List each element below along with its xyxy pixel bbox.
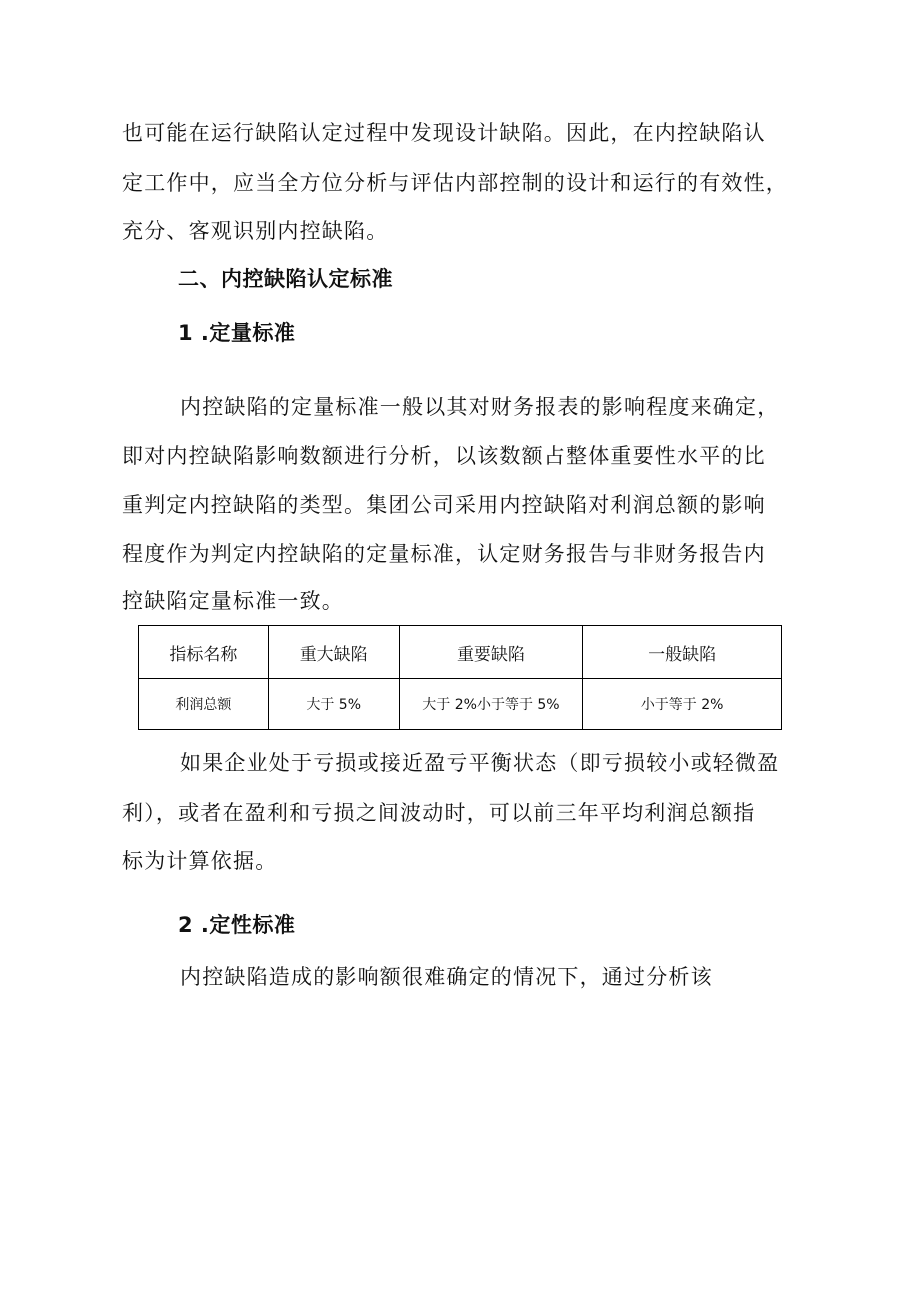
paragraph-3-line-1: 如果企业处于亏损或接近盈亏平衡状态（即亏损较小或轻微盈 xyxy=(180,751,780,775)
paragraph-3-line-2: 利），或者在盈利和亏损之间波动时，可以前三年平均利润总额指 xyxy=(122,801,756,825)
paragraph-2-line-2: 即对内控缺陷影响数额进行分析，以该数额占整体重要性水平的比 xyxy=(122,444,766,468)
paragraph-2-line-3: 重判定内控缺陷的类型。集团公司采用内控缺陷对利润总额的影响 xyxy=(122,493,766,517)
table-header-row xyxy=(139,626,782,679)
table-cell: 大于 5% xyxy=(268,679,399,730)
paragraph-4-line-1: 内控缺陷造成的影响额很难确定的情况下，通过分析该 xyxy=(180,965,713,989)
table-header-cell: 重要缺陷 xyxy=(399,626,583,679)
subheading-qualitative: 2 .定性标准 xyxy=(178,913,296,937)
section-heading: 二、内控缺陷认定标准 xyxy=(178,267,393,291)
table-header-cell: 指标名称 xyxy=(139,626,269,679)
subheading-quantitative: 1 .定量标准 xyxy=(178,321,296,345)
table-cell: 大于 2%小于等于 5% xyxy=(399,679,583,730)
table-header-cell: 一般缺陷 xyxy=(583,626,782,679)
paragraph-1-line-3: 充分、客观识别内控缺陷。 xyxy=(122,219,389,243)
paragraph-2-line-1: 内控缺陷的定量标准一般以其对财务报表的影响程度来确定， xyxy=(180,395,780,419)
table-header-cell: 重大缺陷 xyxy=(268,626,399,679)
paragraph-2-line-5: 控缺陷定量标准一致。 xyxy=(122,589,344,613)
paragraph-1-line-2: 定工作中，应当全方位分析与评估内部控制的设计和运行的有效性， xyxy=(122,171,788,195)
paragraph-2-line-4: 程度作为判定内控缺陷的定量标准，认定财务报告与非财务报告内 xyxy=(122,542,766,566)
table-cell: 小于等于 2% xyxy=(583,679,782,730)
table-row xyxy=(139,679,782,730)
paragraph-1-line-1: 也可能在运行缺陷认定过程中发现设计缺陷。因此，在内控缺陷认 xyxy=(122,121,766,145)
paragraph-3-line-3: 标为计算依据。 xyxy=(122,849,278,873)
table-cell: 利润总额 xyxy=(139,679,269,730)
criteria-table xyxy=(138,625,782,730)
